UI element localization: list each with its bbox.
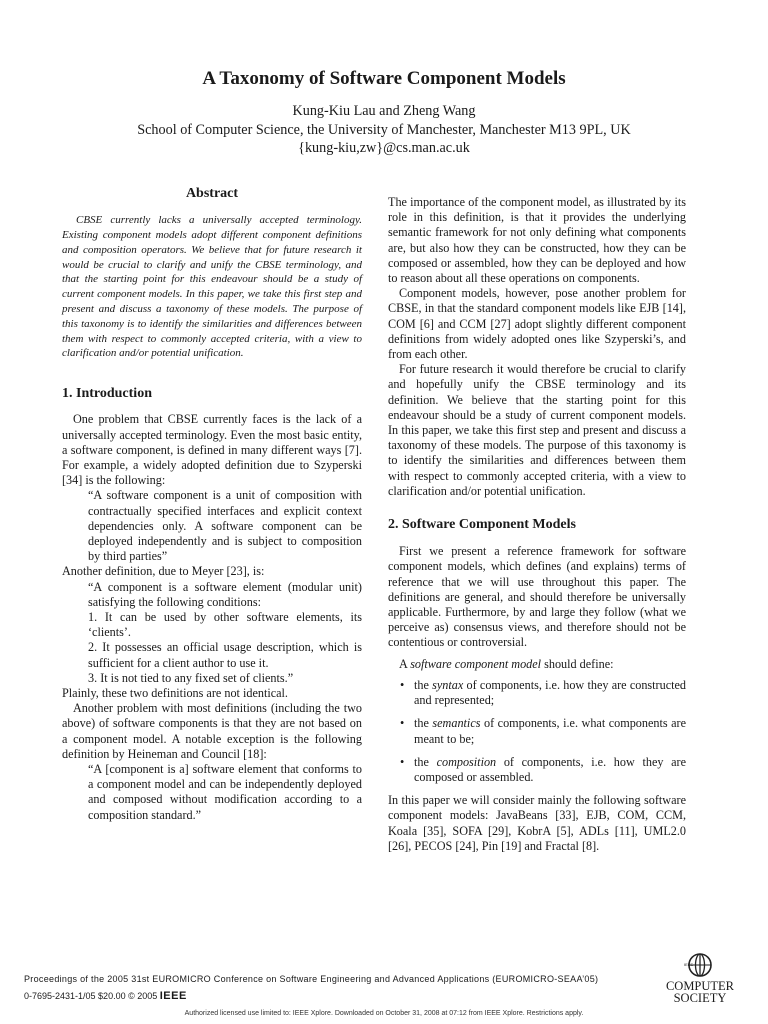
authors: Kung-Kiu Lau and Zheng Wang <box>292 103 476 119</box>
meyer-quote-item-2: 2. It possesses an official usage description, which is sufficient for a client author to use it. <box>88 640 362 670</box>
list-item: • the syntax of components, i.e. how they are constructed and represented; <box>400 677 687 708</box>
isbn-line <box>24 990 187 1002</box>
list-item: • the semantics of components, i.e. what components are meant to be; <box>400 716 687 746</box>
section2-paragraph-2 <box>388 657 686 672</box>
isbn-text: 0-7695-2431-1/05 $20.00 © 2005 <box>24 991 160 1001</box>
author-block <box>0 102 768 158</box>
logo-line-2: SOCIETY <box>673 991 727 1005</box>
left-column <box>62 186 362 823</box>
section2-p2-em: software component model <box>410 656 542 671</box>
logo-ieee-small: IEEE <box>684 962 694 967</box>
definition-list <box>388 678 686 785</box>
computer-society-emblem-icon <box>650 952 750 982</box>
meyer-quote-item-3: 3. It is not tied to any fixed set of clients.” <box>88 670 294 685</box>
section-heading-introduction: 1. Introduction <box>62 386 152 402</box>
meyer-quote-intro: “A component is a software element (modular unit) satisfying the following conditions: <box>88 579 362 609</box>
paper-title: A Taxonomy of Software Component Models <box>202 68 566 89</box>
meyer-quote-item-1: 1. It can be used by other software elements, its ‘clients’. <box>88 610 362 640</box>
intro-paragraph-3: Plainly, these two definitions are not identical. <box>62 686 288 701</box>
bullet-icon: • <box>400 754 405 769</box>
computer-society-logo <box>650 952 750 1008</box>
intro-paragraph-1: One problem that CBSE currently faces is the lack of a universally accepted terminology. Even the most basic entity, a software component, is defined in many different ways [7]. For example, a widely adopted definition due to Szyperski [34] is the following: <box>62 412 362 488</box>
section2-paragraph-1: First we present a reference framework for software component models, which defines (and explains) terms of reference that we will use throughout this paper. The definitions are general, and should therefore be universally applicable. Furthermore, by and large they follow (what we perceive as) consensus views, and therefore should not be contentious or controversial. <box>388 544 686 650</box>
intro-paragraph-2: Another definition, due to Meyer [23], is: <box>62 564 265 579</box>
szyperski-quote: “A software component is a unit of composition with contractually specified interfaces and explicit context dependencies only. A software component can be deployed independently and is subject to composition by third parties” <box>88 488 362 564</box>
right-paragraph-2: Component models, however, pose another problem for CBSE, in that the standard component models like EJB [14], COM [6] and CCM [27] adopt slightly different component definitions from widely adopted ones like Szyperski’s, and from each other. <box>388 286 686 362</box>
section2-p2-pre: A <box>399 656 411 671</box>
bullet-icon: • <box>400 716 405 731</box>
abstract-heading: Abstract <box>185 186 239 201</box>
list-item: • the composition of components, i.e. how they are composed or assembled. <box>400 754 686 784</box>
section2-p2-post: should define: <box>541 656 614 671</box>
email: {kung-kiu,zw}@cs.man.ac.uk <box>298 140 470 156</box>
section-heading-component-models: 2. Software Component Models <box>388 517 576 533</box>
bullet-icon: • <box>400 677 405 692</box>
right-paragraph-3: For future research it would therefore be crucial to clarify and hopefully unify the CBSE terminology and its definition. We believe that the starting point for this endeavour should be a study of current component models. In this paper, we take this first step and present and discuss a taxonomy of these models. The purpose of this taxonomy is to identify the similarities and differences between them with respect to commonly accepted criteria, with a view to clarification and/or potential unification. <box>388 362 686 498</box>
authorized-use-line: Authorized licensed use limited to: IEEE Xplore. Downloaded on October 31, 2008 at 07:12 from IEEE Xplore. Restrictions apply. <box>184 1010 584 1017</box>
ieee-wordmark: IEEE <box>159 990 187 1002</box>
affiliation: School of Computer Science, the University of Manchester, Manchester M13 9PL, UK <box>137 121 631 138</box>
abstract-text: CBSE currently lacks a universally accepted terminology. Existing component models adopt different component definitions and composition operators. We believe that for future research it would be crucial to clarify and unify the CBSE terminology, and that the starting point for this endeavour should be a study of current component models. In this paper, we take this first step and present and discuss a taxonomy of these models. The purpose of this taxonomy is to identify the similarities and differences between them with respect to commonly accepted criteria, with a view to clarification and/or potential unification. <box>62 214 362 360</box>
right-paragraph-1: The importance of the component model, as illustrated by its role in this definition, is that it provides the underlying semantic framework for not only defining what components are, but also how they can be constructed, how they can be composed or assembled, how they can be deployed and how to reason about all these operations on components. <box>388 195 686 286</box>
proceedings-line: Proceedings of the 2005 31st EUROMICRO Conference on Software Engineering and Advanced Applications (EUROMICRO-SEAA’05) <box>24 974 599 984</box>
meyer-quote <box>88 580 362 686</box>
section2-paragraph-3: In this paper we will consider mainly the following software component models: JavaBeans [33], EJB, COM, CCM, Koala [35], SOFA [29], KobrA [5], ADLs [11], UML2.0 [26], PECOS [24], Pin [19] and Fractal [8]. <box>388 793 686 853</box>
logo-line-1: COMPUTER <box>665 979 735 993</box>
right-column <box>388 195 686 854</box>
heineman-quote: “A [component is a] software element that conforms to a component model and can be independently deployed and composed without modification according to a composition standard.” <box>88 762 362 822</box>
intro-paragraph-4: Another problem with most definitions (including the two above) of software components is that they are not based on a component model. A notable exception is the following definition by Heineman and Council [18]: <box>62 701 362 761</box>
